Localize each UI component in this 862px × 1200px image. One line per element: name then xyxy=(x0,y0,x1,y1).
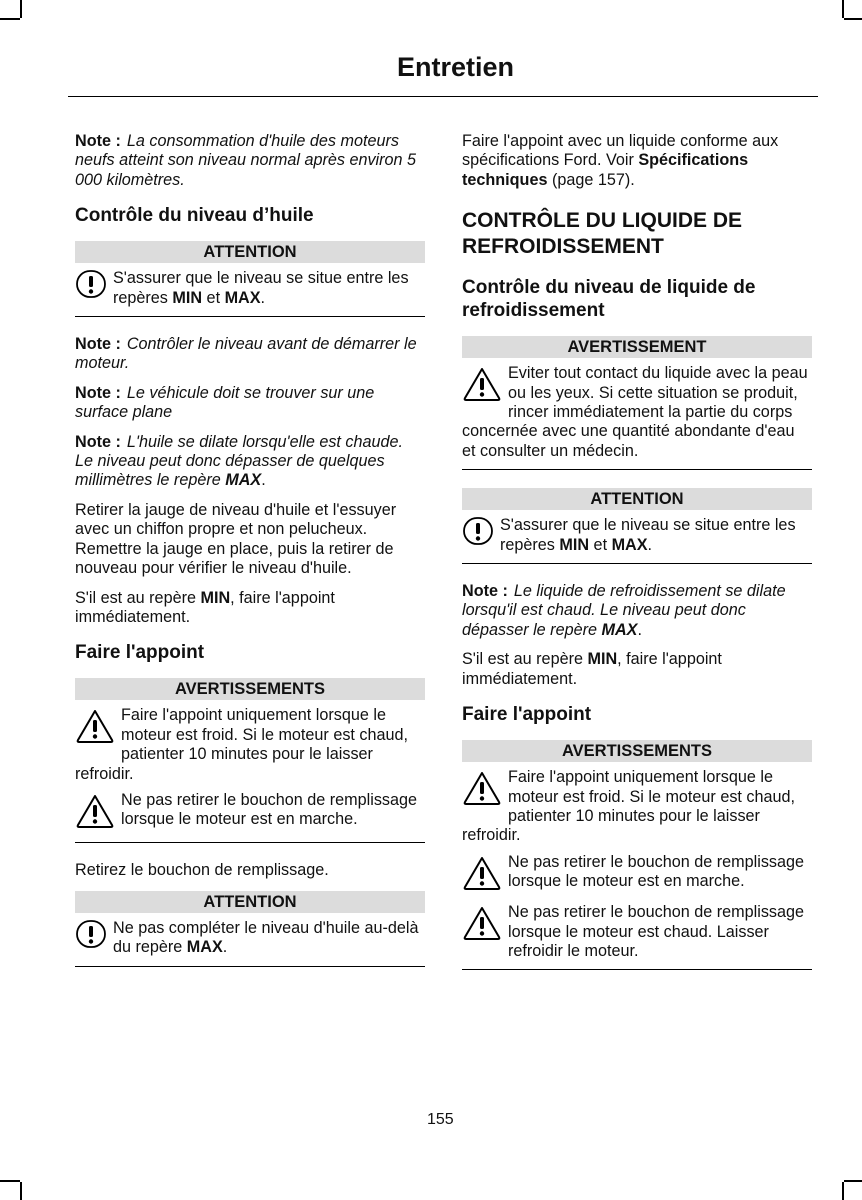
attention-text: Ne pas compléter le niveau d'huile au-delà du repère MAX. xyxy=(113,918,419,957)
attention-text: S'assurer que le niveau se situe entre les repères MIN et MAX. xyxy=(500,516,796,554)
warning-header: AVERTISSEMENT xyxy=(462,336,812,358)
crop-mark xyxy=(20,1182,22,1200)
exclamation-circle-icon xyxy=(75,919,107,954)
warnings-header: AVERTISSEMENTS xyxy=(462,740,812,762)
section-heading: Contrôle du niveau d’huile xyxy=(75,205,314,227)
exclamation-circle-icon xyxy=(462,516,494,551)
warnings-header: AVERTISSEMENTS xyxy=(75,678,425,700)
warning-text: Ne pas retirer le bouchon de remplissage lorsque le moteur est en marche. xyxy=(121,790,418,829)
crop-mark xyxy=(20,0,22,18)
attention-box xyxy=(75,241,425,317)
warning-row xyxy=(75,706,425,784)
paragraph: Faire l'appoint avec un liquide conforme aux spécifications Ford. Voir Spécifications techniques (page 157). xyxy=(462,132,779,189)
section-heading: Faire l'appoint xyxy=(75,642,205,664)
attention-row xyxy=(462,516,812,555)
note: Note : La consommation d'huile des moteurs neufs atteint son niveau normal après environ 5 000 kilomètres. xyxy=(75,132,417,189)
crop-mark xyxy=(844,18,862,20)
warning-triangle-icon xyxy=(75,708,115,749)
left-column xyxy=(75,132,425,985)
warnings-box xyxy=(75,678,425,843)
crop-mark xyxy=(0,18,20,20)
page-title: Entretien xyxy=(396,52,514,82)
note: Note : Le liquide de refroidissement se dilate lorsqu'il est chaud. Le niveau peut donc dépasser le repère MAX. xyxy=(462,582,786,639)
note: Note : Le véhicule doit se trouver sur une surface plane xyxy=(75,383,375,422)
attention-box xyxy=(462,488,812,564)
note: Note : Contrôler le niveau avant de démarrer le moteur. xyxy=(75,335,417,373)
warning-box xyxy=(462,336,812,470)
warning-triangle-icon xyxy=(462,855,502,896)
chapter-heading: CONTRÔLE DU LIQUIDE DE REFROIDISSEMENT xyxy=(462,209,743,259)
crop-mark xyxy=(0,1180,20,1182)
attention-row xyxy=(75,919,425,958)
warning-row xyxy=(462,853,812,896)
exclamation-circle-icon xyxy=(75,269,107,304)
warning-text: Ne pas retirer le bouchon de remplissage lorsque le moteur est en marche. xyxy=(508,852,805,891)
attention-header: ATTENTION xyxy=(75,241,425,263)
note: Note : L'huile se dilate lorsqu'elle est chaude. Le niveau peut donc dépasser de quelques millimètres le repère MAX. xyxy=(75,432,404,490)
warning-triangle-icon xyxy=(462,366,502,407)
section-heading: Contrôle du niveau de liquide de refroidissement xyxy=(462,277,756,322)
warning-triangle-icon xyxy=(75,793,115,834)
section-heading: Faire l'appoint xyxy=(462,704,592,726)
attention-row xyxy=(75,269,425,308)
warning-row xyxy=(462,768,812,846)
page-number: 155 xyxy=(427,1111,454,1128)
crop-mark xyxy=(844,1180,862,1182)
warning-row xyxy=(75,791,425,834)
paragraph: Retirez le bouchon de remplissage. xyxy=(75,861,329,880)
warning-triangle-icon xyxy=(462,770,502,811)
warning-row xyxy=(462,903,812,961)
warnings-box xyxy=(462,740,812,970)
warning-text: Ne pas retirer le bouchon de remplissage lorsque le moteur est chaud. Laisser refroidir le moteur. xyxy=(508,903,805,960)
paragraph: S'il est au repère MIN, faire l'appoint immédiatement. xyxy=(75,588,335,626)
right-column xyxy=(462,132,812,988)
attention-text: S'assurer que le niveau se situe entre les repères MIN et MAX. xyxy=(113,269,409,307)
paragraph: S'il est au repère MIN, faire l'appoint immédiatement. xyxy=(462,650,722,688)
crop-mark xyxy=(842,1182,844,1200)
attention-header: ATTENTION xyxy=(462,488,812,510)
warning-triangle-icon xyxy=(462,905,502,946)
attention-box xyxy=(75,891,425,967)
paragraph: Retirer la jauge de niveau d'huile et l'essuyer avec un chiffon propre et non pelucheux. Remettre la jauge en place, puis la retirer de nouveau pour vérifier le niveau d'huile. xyxy=(75,500,397,578)
crop-mark xyxy=(842,0,844,18)
title-rule xyxy=(68,96,818,97)
attention-header: ATTENTION xyxy=(75,891,425,913)
warning-text: Eviter tout contact du liquide avec la peau ou les yeux. Si cette situation se produit, rincer immédiatement la partie du corps concernée avec une quantité abondante d'eau et consulter un médecin. xyxy=(462,364,808,460)
warning-text: Faire l'appoint uniquement lorsque le moteur est froid. Si le moteur est chaud, patienter 10 minutes pour le laisser refroidir. xyxy=(462,768,796,845)
warning-row xyxy=(462,364,812,461)
warning-text: Faire l'appoint uniquement lorsque le moteur est froid. Si le moteur est chaud, patienter 10 minutes pour le laisser refroidir. xyxy=(75,706,409,783)
